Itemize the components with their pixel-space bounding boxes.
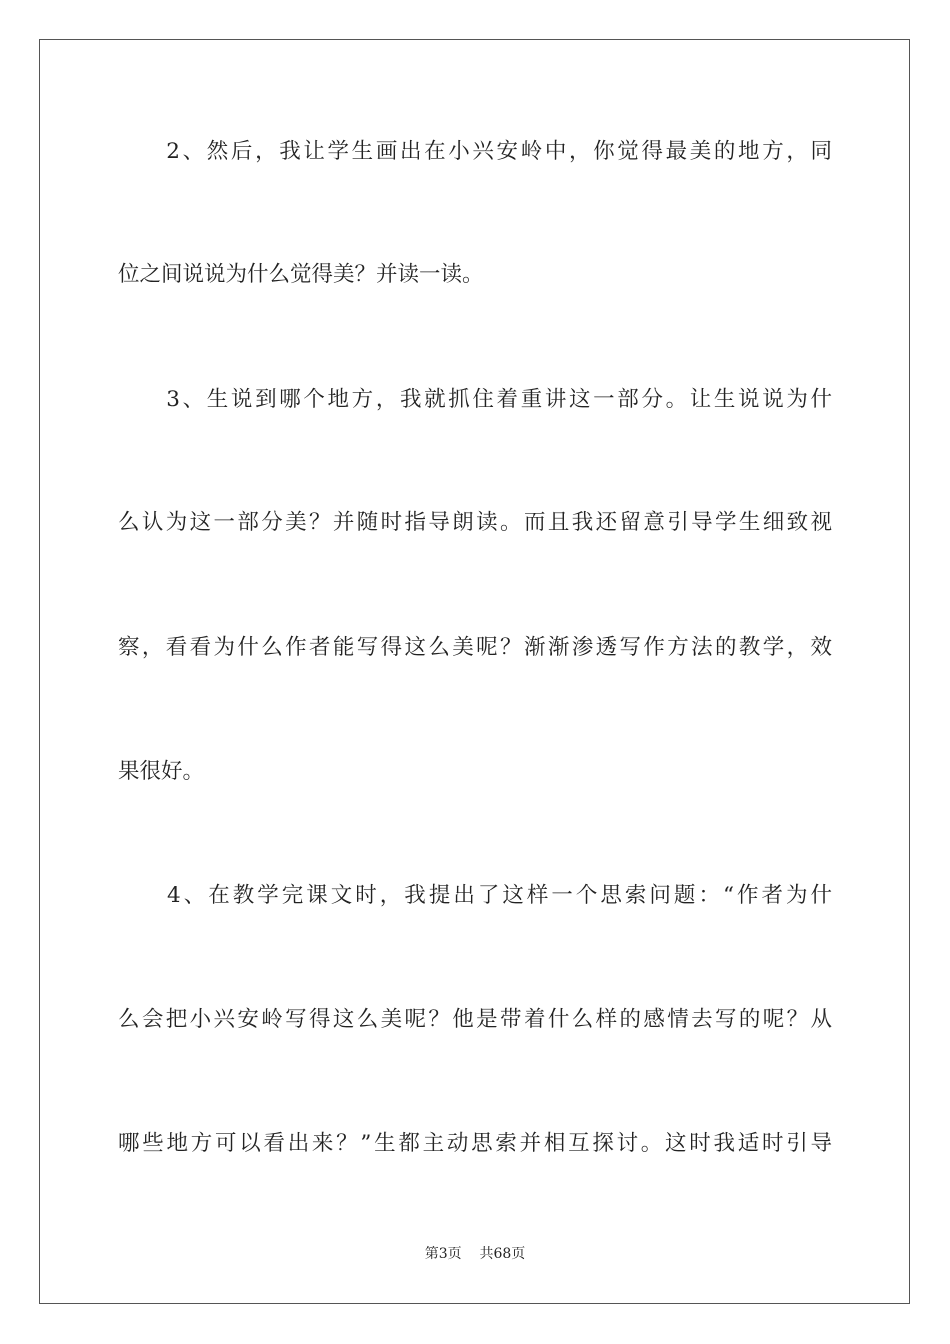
page-number: 第3页 [424, 1246, 462, 1262]
text-line: 3、生说到哪个地方，我就抓住着重讲这一部分。让生说说为什 [118, 387, 832, 412]
page-total: 共68页 [479, 1246, 526, 1262]
page-footer [0, 1245, 950, 1263]
text-line: 哪些地方可以看出来？”生都主动思索并相互探讨。这时我适时引导 [118, 1131, 832, 1156]
text-line: 察，看看为什么作者能写得这么美呢？渐渐渗透写作方法的教学，效 [118, 635, 832, 660]
text-line: 2、然后，我让学生画出在小兴安岭中，你觉得最美的地方，同 [118, 139, 832, 164]
text-line: 位之间说说为什么觉得美？并读一读。 [118, 262, 484, 287]
text-line: 4、在教学完课文时，我提出了这样一个思索问题：“作者为什 [118, 883, 832, 908]
text-line: 么会把小兴安岭写得这么美呢？他是带着什么样的感情去写的呢？从 [118, 1007, 832, 1032]
text-line: 果很好。 [118, 759, 205, 784]
page-frame [39, 39, 910, 1304]
text-line: 么认为这一部分美？并随时指导朗读。而且我还留意引导学生细致视 [118, 510, 832, 535]
